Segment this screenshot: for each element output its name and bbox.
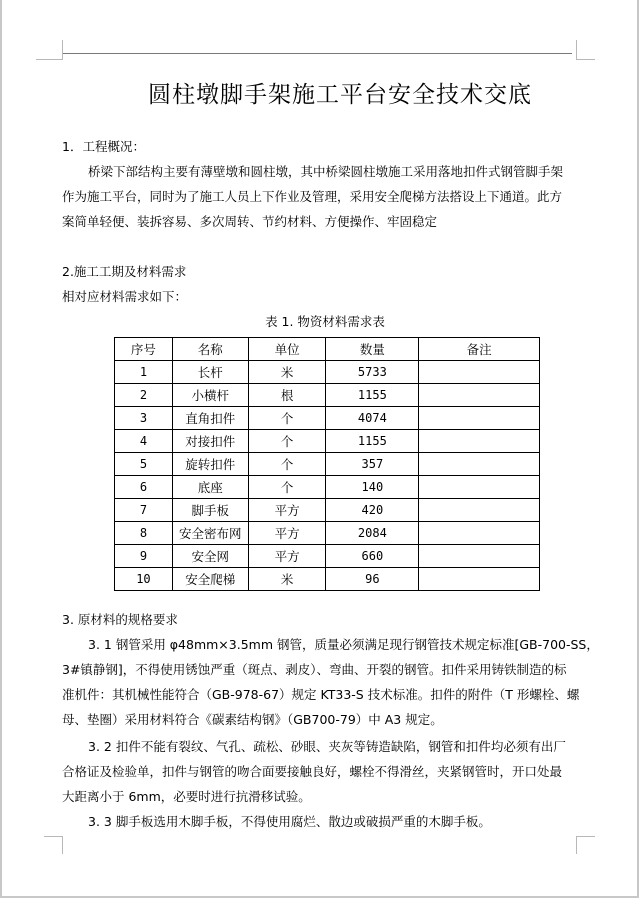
corner-mark-top-right bbox=[576, 40, 577, 60]
table-header-row bbox=[115, 338, 540, 361]
cell-unit: 米 bbox=[248, 361, 326, 384]
corner-mark-top-left bbox=[62, 40, 63, 60]
corner-mark-top-right bbox=[577, 59, 595, 60]
cell-qty: 5733 bbox=[326, 361, 419, 384]
cell-note bbox=[419, 384, 540, 407]
cell-name: 对接扣件 bbox=[172, 430, 248, 453]
cell-qty: 4074 bbox=[326, 407, 419, 430]
cell-name: 安全密布网 bbox=[172, 522, 248, 545]
cell-no: 8 bbox=[115, 522, 173, 545]
cell-name: 脚手板 bbox=[172, 499, 248, 522]
cell-name: 底座 bbox=[172, 476, 248, 499]
table-row bbox=[115, 545, 540, 568]
cell-no: 1 bbox=[115, 361, 173, 384]
corner-mark-bottom-left bbox=[44, 836, 62, 837]
cell-note bbox=[419, 453, 540, 476]
cell-no: 7 bbox=[115, 499, 173, 522]
paragraph-line: 母、垫圈）采用材料符合《碳素结构钢》（GB700-79）中 A3 规定。 bbox=[62, 712, 443, 727]
paragraph-line: 3. 3 脚手板选用木脚手板，不得使用腐烂、散边或破损严重的木脚手板。 bbox=[88, 814, 491, 829]
cell-unit: 平方 bbox=[248, 499, 326, 522]
table-row bbox=[115, 384, 540, 407]
cell-qty: 1155 bbox=[326, 430, 419, 453]
header-cell-note: 备注 bbox=[419, 338, 540, 361]
cell-qty: 96 bbox=[326, 568, 419, 591]
table-row bbox=[115, 407, 540, 430]
paragraph-line: 3. 2 扣件不能有裂纹、气孔、疏松、砂眼、夹灰等铸造缺陷，钢管和扣件均必须有出厂 bbox=[88, 739, 566, 754]
cell-unit: 米 bbox=[248, 568, 326, 591]
cell-unit: 个 bbox=[248, 407, 326, 430]
document-title: 圆柱墩脚手架施工平台安全技术交底 bbox=[148, 82, 532, 108]
cell-qty: 2084 bbox=[326, 522, 419, 545]
table-row bbox=[115, 430, 540, 453]
paragraph-line: 作为施工平台，同时为了施工人员上下作业及管理，采用安全爬梯方法搭设上下通道。此方 bbox=[62, 189, 563, 204]
section-heading: 2.施工工期及材料需求 bbox=[62, 264, 187, 279]
cell-note bbox=[419, 499, 540, 522]
section-heading: 1．工程概况： bbox=[62, 139, 145, 154]
paragraph-line: 案简单轻便、装拆容易、多次周转、节约材料、方便操作、牢固稳定 bbox=[62, 214, 438, 229]
cell-no: 9 bbox=[115, 545, 173, 568]
cell-no: 10 bbox=[115, 568, 173, 591]
paragraph-line: 3. 1 钢管采用 φ48mm×3.5mm 钢管，质量必须满足现行钢管技术规定标准[GB-700-SS， bbox=[88, 637, 599, 652]
cell-name: 小横杆 bbox=[172, 384, 248, 407]
cell-unit: 个 bbox=[248, 476, 326, 499]
header-cell-no: 序号 bbox=[115, 338, 173, 361]
corner-mark-bottom-left bbox=[62, 836, 63, 854]
cell-note bbox=[419, 430, 540, 453]
cell-note bbox=[419, 568, 540, 591]
cell-qty: 420 bbox=[326, 499, 419, 522]
paragraph-line: 准机件：其机械性能符合（GB-978-67）规定 KT33-S 技术标准。扣件的附件（T 形螺栓、螺 bbox=[62, 687, 580, 702]
page-border-left bbox=[0, 0, 2, 898]
paragraph-line: 3#镇静钢]，不得使用锈蚀严重（斑点、剥皮）、弯曲、开裂的钢管。扣件采用铸铁制造的标 bbox=[62, 662, 567, 677]
cell-name: 长杆 bbox=[172, 361, 248, 384]
paragraph-line: 桥梁下部结构主要有薄壁墩和圆柱墩，其中桥梁圆柱墩施工采用落地扣件式钢管脚手架 bbox=[88, 164, 564, 179]
cell-no: 3 bbox=[115, 407, 173, 430]
cell-no: 5 bbox=[115, 453, 173, 476]
table-row bbox=[115, 476, 540, 499]
corner-mark-bottom-right bbox=[577, 836, 595, 837]
cell-no: 6 bbox=[115, 476, 173, 499]
cell-unit: 平方 bbox=[248, 545, 326, 568]
section-heading: 3. 原材料的规格要求 bbox=[62, 612, 178, 627]
materials-table bbox=[114, 337, 540, 591]
cell-name: 直角扣件 bbox=[172, 407, 248, 430]
header-cell-name: 名称 bbox=[172, 338, 248, 361]
cell-note bbox=[419, 407, 540, 430]
cell-qty: 140 bbox=[326, 476, 419, 499]
paragraph-line: 大距离小于 6mm，必要时进行抗滑移试验。 bbox=[62, 789, 311, 804]
cell-note bbox=[419, 361, 540, 384]
cell-unit: 个 bbox=[248, 430, 326, 453]
header-cell-qty: 数量 bbox=[326, 338, 419, 361]
corner-mark-bottom-right bbox=[576, 836, 577, 854]
table-row bbox=[115, 361, 540, 384]
cell-qty: 1155 bbox=[326, 384, 419, 407]
cell-name: 安全爬梯 bbox=[172, 568, 248, 591]
table-caption: 表 1. 物资材料需求表 bbox=[265, 314, 385, 329]
cell-unit: 平方 bbox=[248, 522, 326, 545]
cell-note bbox=[419, 545, 540, 568]
paragraph-line: 合格证及检验单，扣件与钢管的吻合面要接触良好，螺栓不得滑丝，夹紧钢管时，开口处最 bbox=[62, 764, 563, 779]
cell-name: 安全网 bbox=[172, 545, 248, 568]
cell-qty: 357 bbox=[326, 453, 419, 476]
cell-no: 2 bbox=[115, 384, 173, 407]
cell-note bbox=[419, 522, 540, 545]
table-intro: 相对应材料需求如下： bbox=[62, 289, 188, 304]
cell-unit: 个 bbox=[248, 453, 326, 476]
header-rule bbox=[62, 53, 572, 54]
cell-name: 旋转扣件 bbox=[172, 453, 248, 476]
corner-mark-top-left bbox=[36, 59, 62, 60]
header-cell-unit: 单位 bbox=[248, 338, 326, 361]
table-row bbox=[115, 453, 540, 476]
cell-qty: 660 bbox=[326, 545, 419, 568]
table-row bbox=[115, 499, 540, 522]
cell-no: 4 bbox=[115, 430, 173, 453]
table-row bbox=[115, 522, 540, 545]
cell-note bbox=[419, 476, 540, 499]
cell-unit: 根 bbox=[248, 384, 326, 407]
table-row bbox=[115, 568, 540, 591]
